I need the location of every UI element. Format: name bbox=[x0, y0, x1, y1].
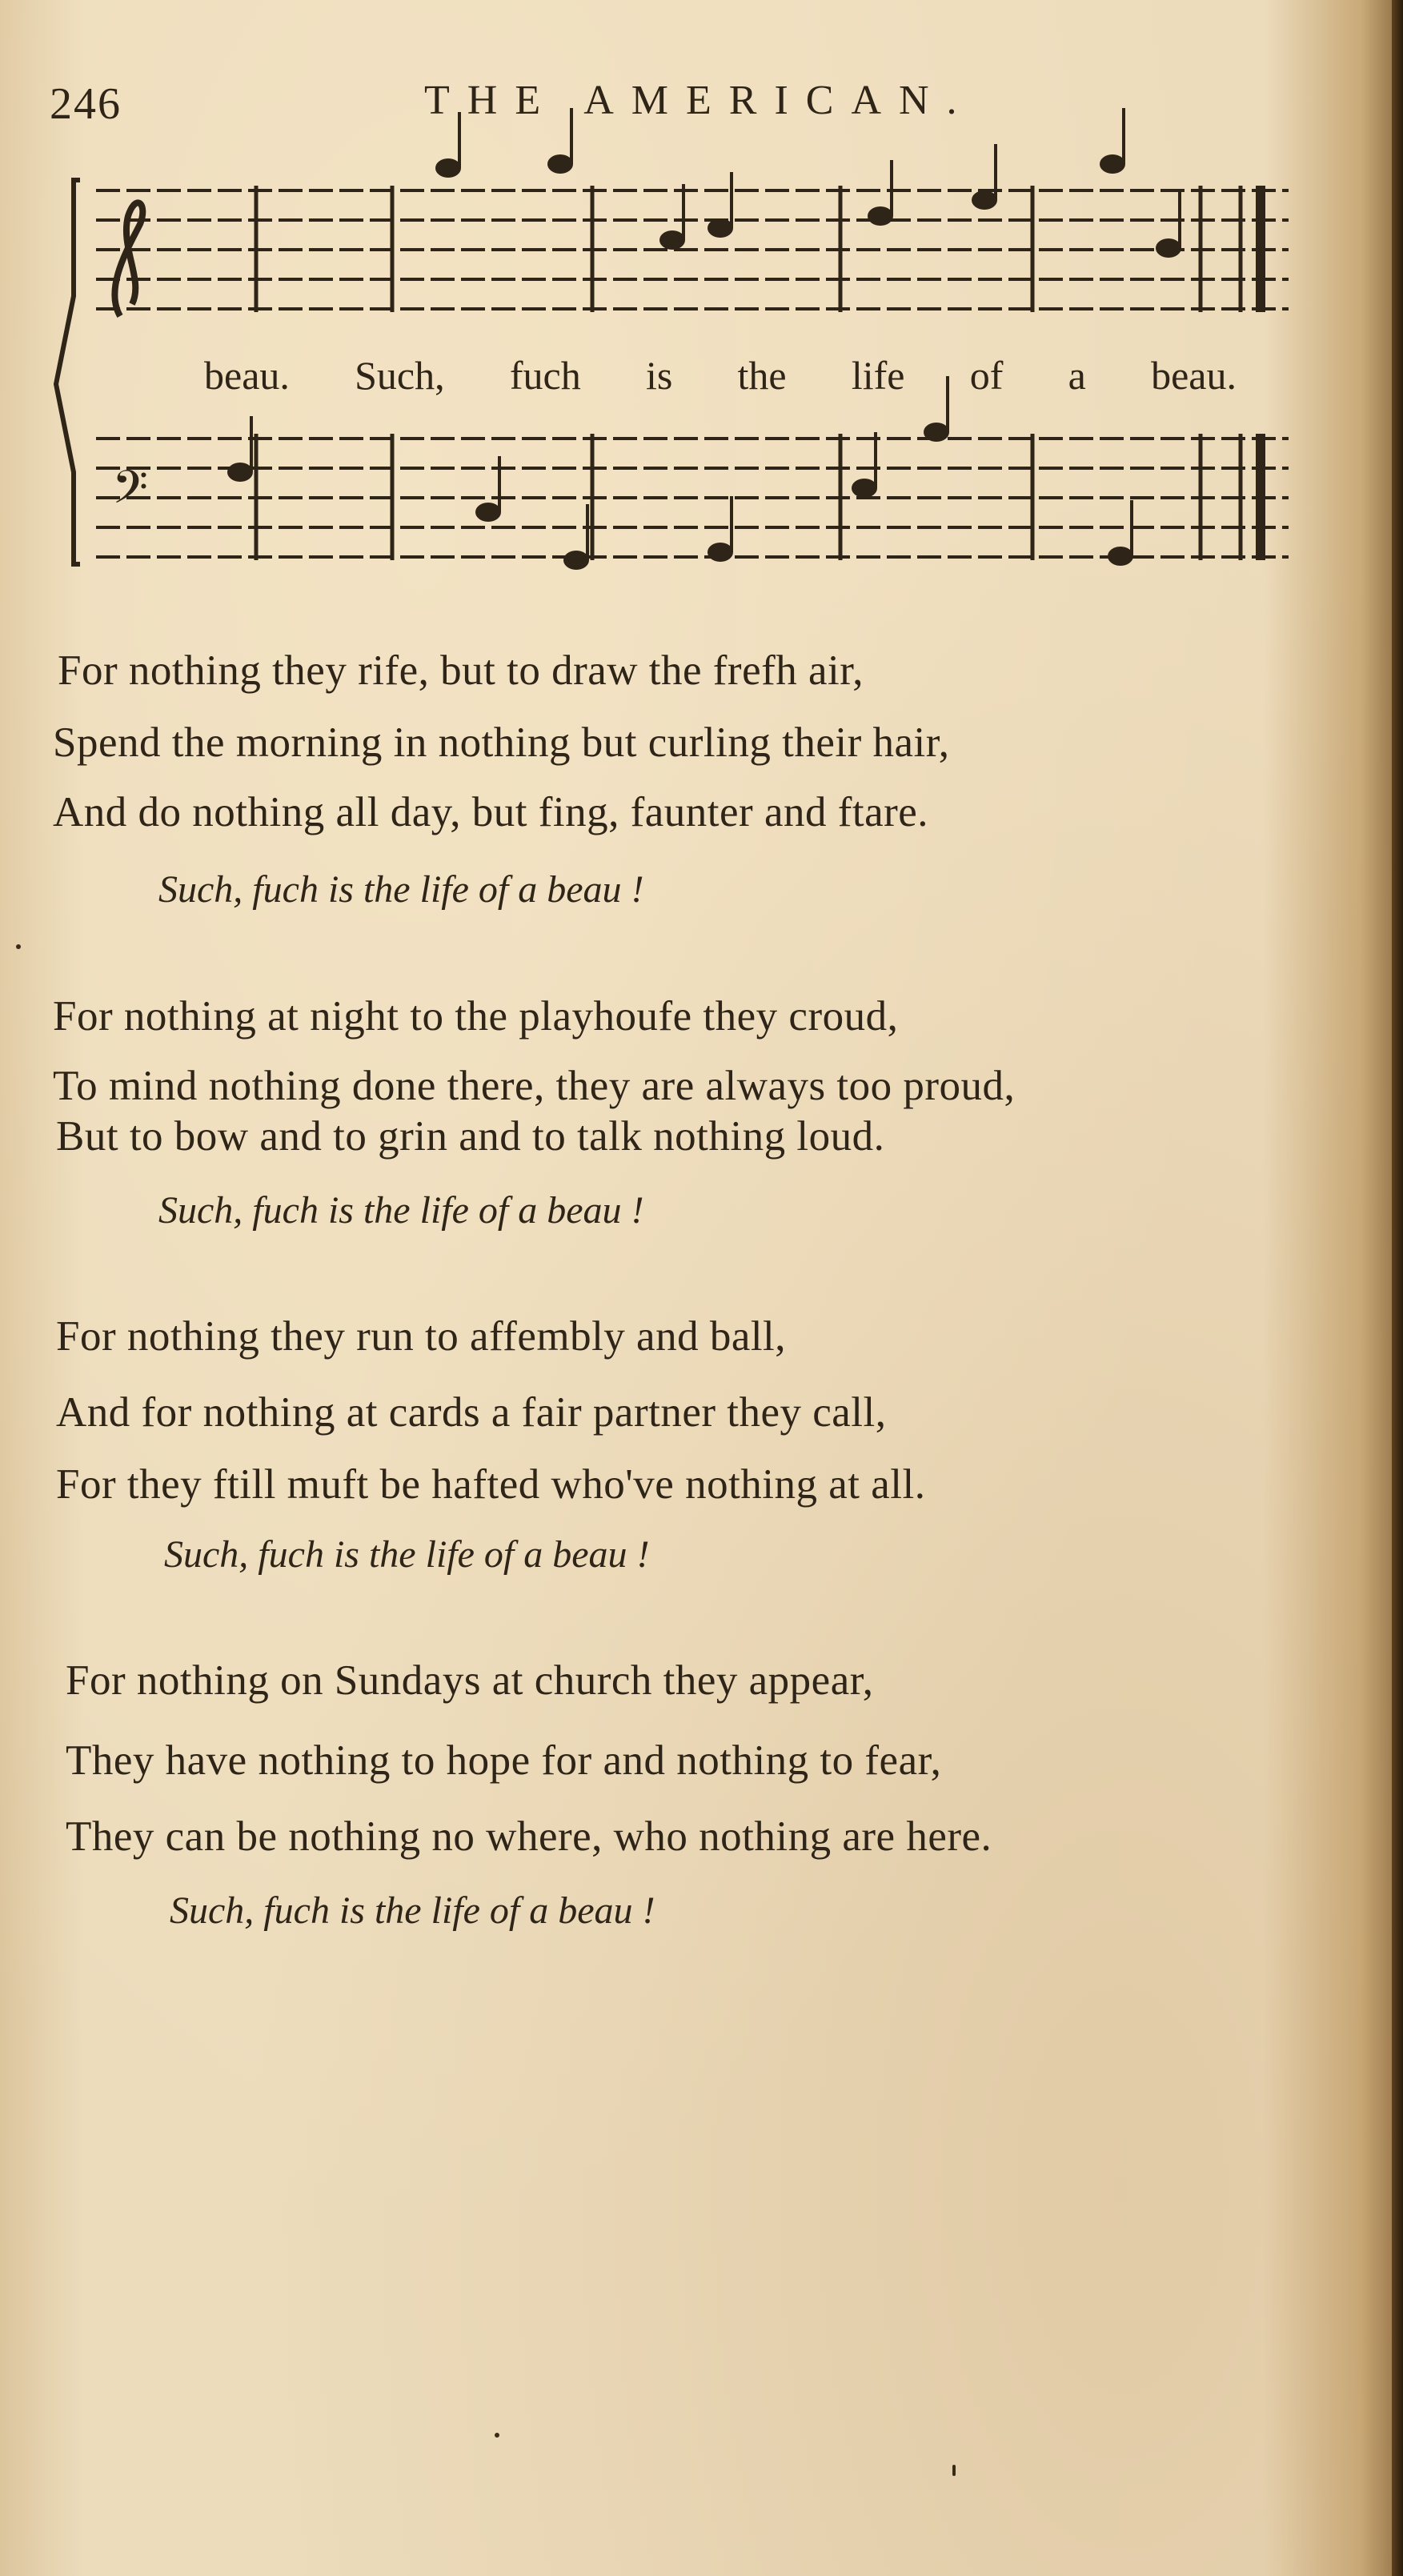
verse-2-line-1: For nothing at night to the playhoufe they croud, bbox=[53, 993, 899, 1040]
note-head bbox=[475, 503, 501, 522]
verse-3-line-3: For they ftill muft be hafted who've nothing at all. bbox=[56, 1461, 926, 1508]
music-score bbox=[0, 0, 1403, 608]
lyric-word: of bbox=[969, 353, 1004, 398]
paper-speck bbox=[16, 944, 21, 949]
lyric-word: fuch bbox=[509, 353, 581, 398]
brace bbox=[56, 180, 80, 564]
verse-1-line-1: For nothing they rife, but to draw the frefh air, bbox=[58, 647, 864, 694]
music-lyrics bbox=[204, 352, 1237, 399]
note-head bbox=[708, 543, 733, 562]
verse-4-line-3: They can be nothing no where, who nothing are here. bbox=[66, 1813, 992, 1860]
note-head bbox=[659, 230, 685, 250]
verse-3-refrain: Such, fuch is the life of a beau ! bbox=[164, 1533, 650, 1576]
note-head bbox=[1108, 547, 1133, 566]
lyric-word: is bbox=[645, 353, 673, 398]
note-head bbox=[547, 154, 573, 174]
note-head bbox=[227, 463, 253, 482]
lyric-word: a bbox=[1068, 353, 1086, 398]
page-number: 246 bbox=[50, 79, 122, 129]
verse-1-line-3: And do nothing all day, but fing, faunter and ftare. bbox=[53, 789, 929, 835]
note-head bbox=[852, 479, 877, 498]
bass-staff bbox=[96, 439, 1289, 557]
verse-1-line-2: Spend the morning in nothing but curling their hair, bbox=[53, 719, 950, 766]
note-head bbox=[1100, 154, 1125, 174]
note-head bbox=[435, 158, 461, 178]
lyric-word: life bbox=[851, 353, 905, 398]
verse-2-line-2: To mind nothing done there, they are always too proud, bbox=[53, 1063, 1016, 1109]
lyric-word: beau. bbox=[204, 353, 290, 398]
music-notes bbox=[227, 108, 1261, 570]
lyric-word: Such, bbox=[355, 353, 445, 398]
paper-speck bbox=[495, 2433, 499, 2438]
note-head bbox=[1156, 238, 1181, 258]
note-head bbox=[868, 206, 893, 226]
verse-4-line-1: For nothing on Sundays at church they appear, bbox=[66, 1657, 874, 1704]
verse-2-refrain: Such, fuch is the life of a beau ! bbox=[158, 1189, 644, 1232]
treble-staff bbox=[96, 190, 1289, 309]
verse-2-line-3: But to bow and to grin and to talk nothing loud. bbox=[56, 1113, 885, 1160]
verse-3-line-1: For nothing they run to affembly and ball, bbox=[56, 1313, 787, 1360]
paper-speck bbox=[952, 2465, 956, 2476]
bass-clef: 𝄢 bbox=[112, 460, 149, 526]
verse-3-line-2: And for nothing at cards a fair partner they call, bbox=[56, 1389, 887, 1436]
note-head bbox=[563, 551, 589, 570]
lyric-word: beau. bbox=[1151, 353, 1237, 398]
verse-4-line-2: They have nothing to hope for and nothing to fear, bbox=[66, 1737, 942, 1784]
running-head: THE AMERICAN. bbox=[424, 78, 975, 123]
verse-4-refrain: Such, fuch is the life of a beau ! bbox=[170, 1889, 655, 1932]
note-head bbox=[708, 218, 733, 238]
note-head bbox=[924, 423, 949, 442]
lyric-word: the bbox=[737, 353, 787, 398]
verse-1-refrain: Such, fuch is the life of a beau ! bbox=[158, 868, 644, 911]
note-head bbox=[972, 190, 997, 210]
